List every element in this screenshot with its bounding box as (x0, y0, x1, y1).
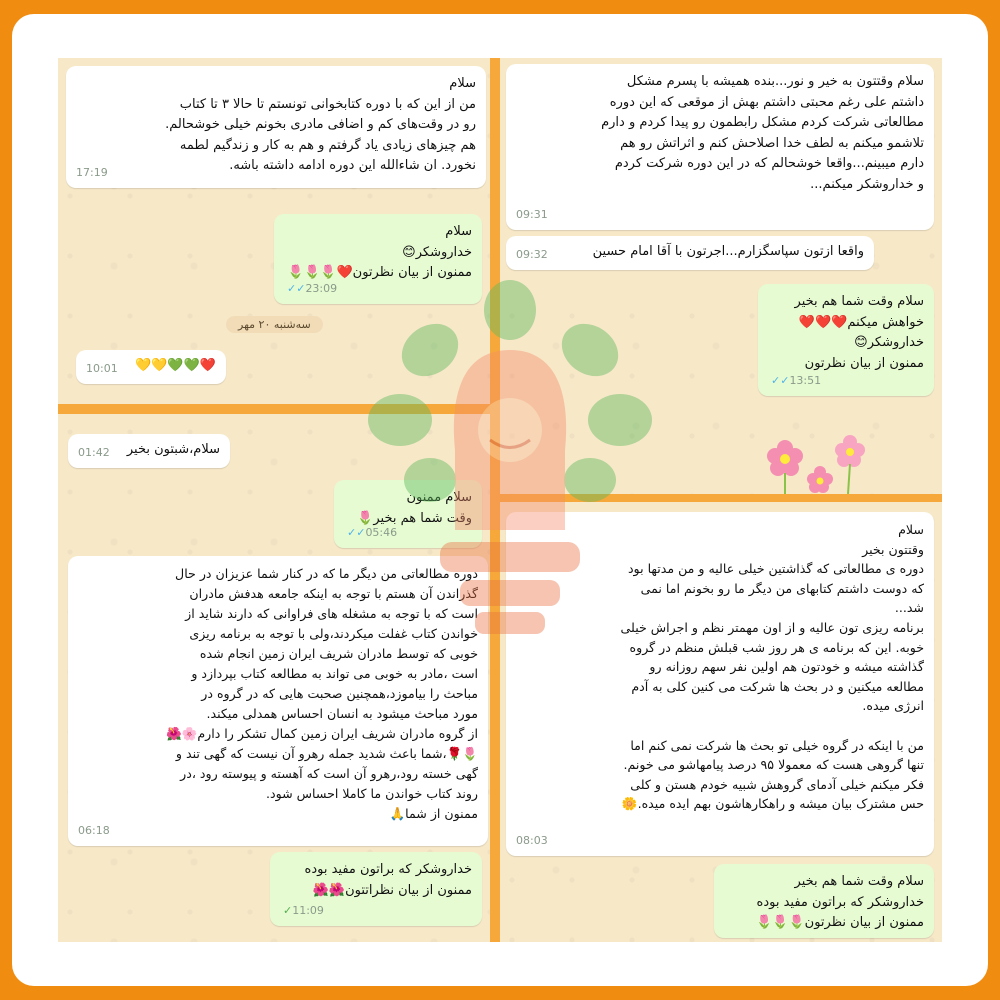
message-time: 08:03 (516, 833, 548, 847)
read-ticks-icon: ✓✓ (287, 281, 306, 295)
message-text: سلام وقتتون بخیر دوره ی مطالعاتی که گذاشتین خیلی عالیه و من مدتها بود که دوست داشتم کتابهای من دیگر ما رو بخونم اما نمی شد... برنامه ریزی تون عالیه و از اون مهمتر نظم و اجراش خیلی خوبه. این که برنامه ی هر روز شب قبلش منظم در گروه گذاشته میشه و خودتون هم اولین نفر سهم روزانه رو مطالعه میکنین و در بحث ها شرکت می کنین کلی به آدم انرژی میده. من با اینکه در گروه خیلی تو بحث ها شرکت نمی کنم اما تنها گروهی هست که معمولا ۹۵ درصد پیامهاشو می خونم. فکر میکنم خیلی آدمای گروهش شبیه خودم هستن و کلی حس مشترک بیان میشه و راهکارهاشون بهم ایده میده.🌼 (620, 522, 924, 812)
message-text: ❤️💚💚💛💛 (135, 358, 216, 373)
message-bubble[interactable] (758, 284, 934, 396)
message-bubble[interactable] (76, 350, 226, 384)
message-text: سلام وقتتون به خیر و نور...بنده همیشه با پسرم مشکل داشتم علی رغم محبتی داشتم بهش از موقعی که این دوره مطالعاتی شرکت کردم مشکل رابطمون رو پیدا کردم و دارم تلاشمو میکنم به لطف خدا اصلاحش کنم و اثراتش رو هم دارم میبینم...واقعا خوشحالم که در این دوره شرکت کردم و خداروشکر میکنم... (601, 74, 924, 192)
message-text: سلام خداروشکر😊 ممنون از بیان نظرتون❤️🌷🌷🌷 (287, 224, 472, 280)
message-text: دوره مطالعاتی من دیگر ما که در کنار شما عزیزان در حال گذراندن آن هستم با توجه به اینکه جامعه هدفش مادران است که با توجه به مشغله های فراوانی که دارند شاید از خواندن کتاب غفلت میکردند،ولی با توجه به برنامه ریزی خوبی که توسط مادران شریف ایران زمین انجام شده است ،مادر به خوبی می تواند به مطالعه کتاب بپردازد و مباحث را بیاموزد،همچنین صحبت هایی که در گروه در مورد مباحث میشود به انسان احساس همدلی میکند. از گروه مادران شریف ایران زمین کمال تشکر را دارم🌸🌺 🌷🌹،شما باعث شدید جمله رهرو آن نیست که گهی تند و گهی خسته رود،رهرو آن است که آهسته و پیوسته رود ،در روند کتاب خواندن ما کاملا احساس شود. ممنون از شما🙏 (165, 566, 478, 821)
message-bubble[interactable] (66, 66, 486, 188)
message-text: خداروشکر که براتون مفید بوده ممنون از بیان نظراتتون🌺🌺 (304, 862, 472, 898)
message-time: 01:42 (78, 445, 110, 459)
message-bubble[interactable] (714, 864, 934, 938)
chat-panel-top-right[interactable] (500, 58, 942, 494)
message-time: 09:32 (516, 247, 548, 261)
chat-panel-bottom-right[interactable] (500, 502, 942, 942)
message-bubble[interactable] (334, 480, 482, 548)
message-bubble[interactable] (274, 214, 482, 304)
message-bubble[interactable] (506, 236, 874, 270)
message-bubble[interactable] (506, 512, 934, 856)
message-time: 17:19 (76, 165, 108, 179)
message-text: واقعا ازتون سپاسگزارم...اجرتون با آقا امام حسین (592, 244, 864, 259)
sent-tick-icon: ✓ (283, 903, 293, 917)
message-text: سلام من از این که با دوره کتابخوانی تونستم تا حالا ۳ تا کتاب رو در وقت‌های کم و اضافی مادری بخونم خیلی خوشحالم. هم چیزهای زیادی یاد گرفتم و هم به کار و زندگیم لطمه نخورد. ان شاءالله این دوره ادامه داشته باشه. (165, 76, 476, 173)
message-text: سلام،شبتون بخیر (126, 442, 220, 457)
message-bubble[interactable] (68, 556, 488, 846)
pink-flowers-icon (750, 428, 880, 494)
read-ticks-icon: ✓✓ (347, 525, 366, 539)
message-bubble[interactable] (68, 434, 230, 468)
message-time: ✓✓23:09 (287, 281, 338, 295)
date-separator: سه‌شنبه ۲۰ مهر (226, 316, 323, 333)
read-ticks-icon: ✓✓ (771, 373, 790, 387)
message-bubble[interactable] (506, 64, 934, 230)
message-text: سلام وقت شما هم بخیر خواهش میکنم❤️❤️❤️ خداروشکر😊 ممنون از بیان نظرتون (794, 294, 924, 371)
message-time: ✓11:09 (283, 903, 324, 917)
message-time: ✓✓05:46 (347, 525, 398, 539)
chat-panel-bottom-left[interactable] (58, 414, 490, 942)
message-time: 09:31 (516, 207, 548, 221)
chat-panel-top-left[interactable] (58, 58, 490, 404)
message-text: سلام وقت شما هم بخیر خداروشکر که براتون مفید بوده ممنون از بیان نظرتون🌷🌷🌷 (756, 874, 924, 930)
message-text: سلام ممنون وقت شما هم بخیر🌷 (357, 490, 472, 526)
message-time: 06:18 (78, 823, 110, 837)
message-bubble[interactable] (270, 852, 482, 926)
message-time: 10:01 (86, 361, 118, 375)
message-time: ✓✓13:51 (771, 373, 822, 387)
